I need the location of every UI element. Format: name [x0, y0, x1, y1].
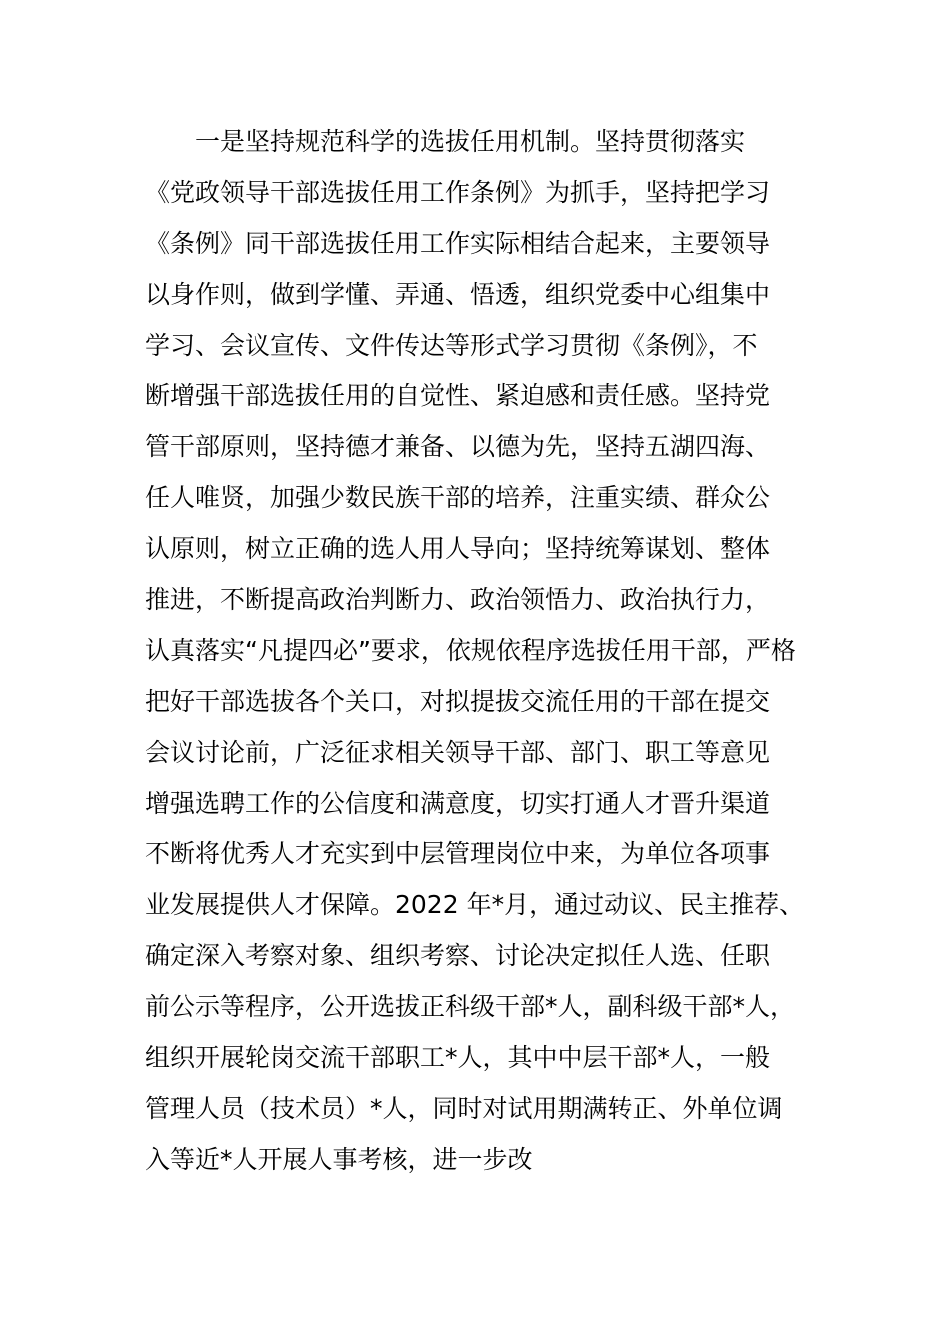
- paragraph-line: 断增强干部选拔任用的自觉性、紧迫感和责任感。坚持党: [145, 381, 771, 411]
- paragraph-line: 《条例》同干部选拔任用工作实际相结合起来，主要领导: [145, 228, 771, 258]
- body-paragraph: [145, 117, 865, 1186]
- paragraph-line: 学习、会议宣传、文件传达等形式学习贯彻《条例》，不: [145, 330, 758, 360]
- paragraph-line: 管干部原则，坚持德才兼备、以德为先，坚持五湖四海、: [145, 432, 771, 462]
- paragraph-line: 组织开展轮岗交流干部职工*人，其中中层干部*人，一般: [145, 1043, 771, 1073]
- paragraph-line: 入等近*人开展人事考核，进一步改: [145, 1144, 533, 1174]
- paragraph-line: 任人唯贤，加强少数民族干部的培养，注重实绩、群众公: [145, 483, 771, 513]
- paragraph-line: 认真落实“凡提四必”要求，依规依程序选拔任用干部，严格: [145, 635, 796, 665]
- paragraph-line: 管理人员（技术员）*人，同时对试用期满转正、外单位调: [145, 1093, 783, 1123]
- paragraph-line: 会议讨论前，广泛征求相关领导干部、部门、职工等意见: [145, 737, 771, 767]
- paragraph-line: 不断将优秀人才充实到中层管理岗位中来，为单位各项事: [145, 839, 771, 869]
- paragraph-line: 增强选聘工作的公信度和满意度，切实打通人才晋升渠道: [145, 788, 771, 818]
- paragraph-line: 业发展提供人才保障。2022 年*月，通过动议、民主推荐、: [145, 890, 805, 920]
- paragraph-line: 确定深入考察对象、组织考察、讨论决定拟任人选、任职: [145, 941, 771, 971]
- paragraph-line: 以身作则，做到学懂、弄通、悟透，组织党委中心组集中: [145, 279, 771, 309]
- paragraph-line: 认原则，树立正确的选人用人导向；坚持统筹谋划、整体: [145, 534, 771, 564]
- paragraph-line: 推进，不断提高政治判断力、政治领悟力、政治执行力，: [145, 585, 771, 615]
- paragraph-line: 《党政领导干部选拔任用工作条例》为抓手，坚持把学习: [145, 177, 771, 207]
- paragraph-line: 把好干部选拔各个关口，对拟提拔交流任用的干部在提交: [145, 686, 771, 716]
- paragraph-line: 前公示等程序，公开选拔正科级干部*人，副科级干部*人，: [145, 992, 796, 1022]
- paragraph-line: 一是坚持规范科学的选拔任用机制。坚持贯彻落实: [195, 127, 746, 156]
